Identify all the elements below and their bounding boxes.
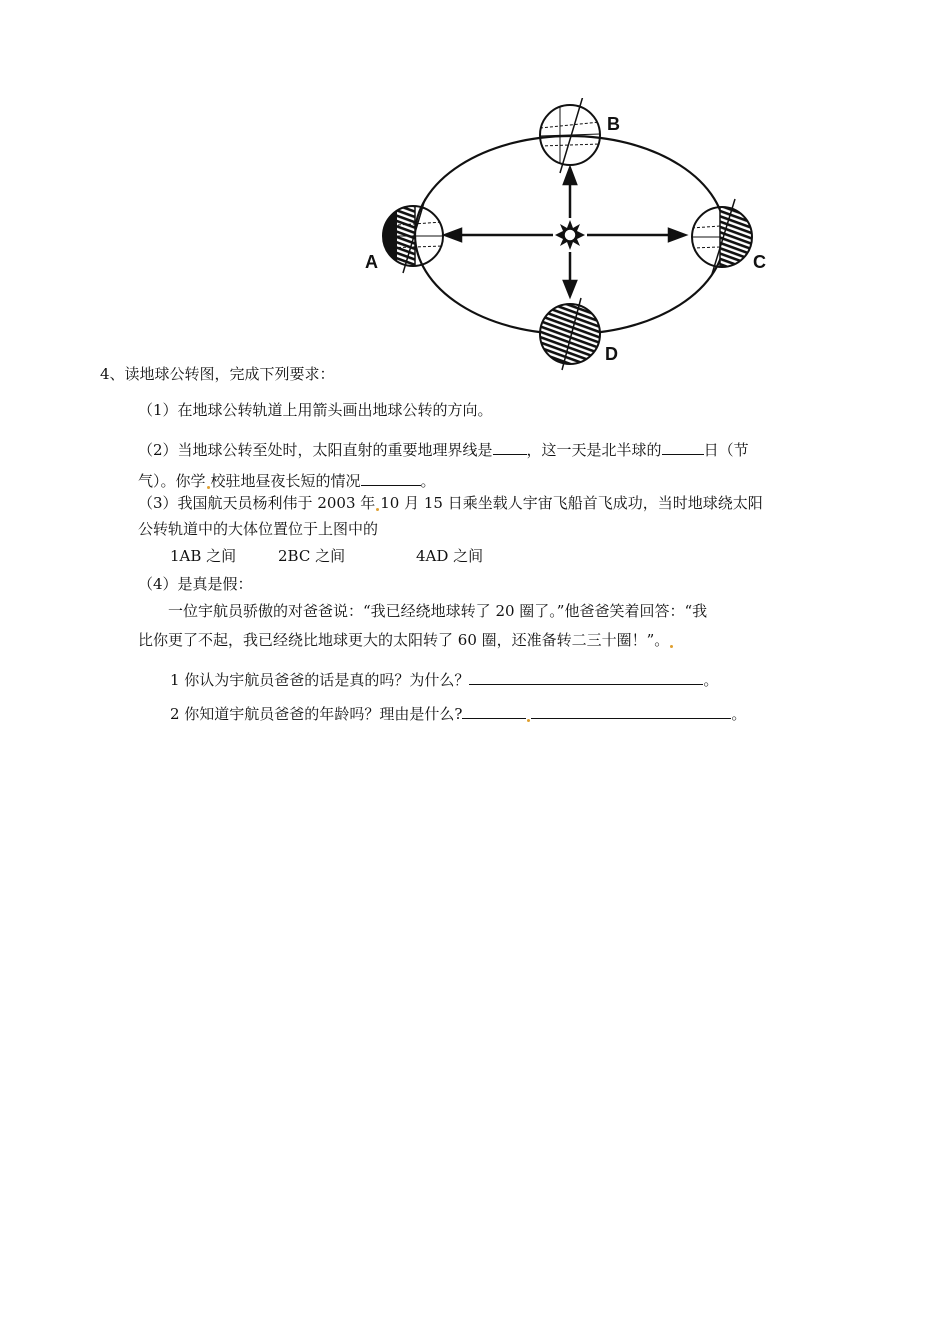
label-a: A <box>365 252 378 272</box>
question-part-4-title: （4）是真是假： <box>138 575 253 593</box>
label-d: D <box>605 344 618 364</box>
label-b: B <box>607 114 620 134</box>
q2-text-3: 日（节 <box>703 441 749 459</box>
earth-revolution-diagram <box>355 98 785 380</box>
q2-line2-text-2: 校驻地昼夜长短的情况 <box>210 472 361 490</box>
question-part-2-line2 <box>138 469 436 492</box>
question-part-1: （1）在地球公转轨道上用箭头画出地球公转的方向。 <box>138 401 493 419</box>
q2-text-1: （2）当地球公转至处时，太阳直射的重要地理界线是 <box>138 441 493 459</box>
question-part-3 <box>138 492 763 514</box>
earth-b-icon <box>540 98 600 173</box>
q3-text-2: 10 月 15 日乘坐载人宇宙飞船首飞成功，当时地球绕太阳 <box>380 494 763 512</box>
answer-blank-sub2-reason[interactable] <box>531 702 731 719</box>
answer-blank-boundary[interactable] <box>493 438 527 455</box>
question-title: 4、读地球公转图，完成下列要求： <box>100 365 335 383</box>
story-line-2 <box>138 629 674 651</box>
option-ad[interactable]: 4AD 之间 <box>416 547 484 565</box>
sub-question-1 <box>170 668 718 691</box>
sub-question-1-text: 1 你认为宇航员爸爸的话是真的吗？为什么？ <box>170 671 470 689</box>
sub-question-2-text: 2 你知道宇航员爸爸的年龄吗？理由是什么? <box>170 705 463 723</box>
question-part-2 <box>138 438 749 461</box>
option-ab[interactable]: 1AB 之间 <box>170 547 237 565</box>
q3-text-1: （3）我国航天员杨利伟于 2003 年 <box>138 494 376 512</box>
q2-line2-text-3: 。 <box>420 472 436 490</box>
sub-question-1-end: 。 <box>703 671 719 689</box>
answer-blank-solar-term[interactable] <box>662 438 704 455</box>
sub-question-2 <box>170 702 746 725</box>
answer-blank-sub1[interactable] <box>469 668 703 685</box>
sun-icon <box>555 220 585 250</box>
mark-dot <box>527 719 530 722</box>
answer-blank-sub2-age[interactable] <box>462 702 526 719</box>
option-bc[interactable]: 2BC 之间 <box>278 547 346 565</box>
answer-blank-day-length[interactable] <box>361 469 421 486</box>
question-part-3-line2: 公转轨道中的大体位置位于上图中的 <box>138 520 379 538</box>
earth-a-icon <box>383 199 443 273</box>
story-line-1: 一位宇航员骄傲的对爸爸说：“我已经绕地球转了 20 圈了。”他爸爸笑着回答：“我 <box>168 602 708 620</box>
q2-line2-text-1: 气）。你学 <box>138 472 206 490</box>
earth-d-icon <box>540 298 600 370</box>
label-c: C <box>753 252 766 272</box>
mark-dot <box>376 508 379 511</box>
q2-text-2: ，这一天是北半球的 <box>526 441 662 459</box>
mark-dot <box>670 645 673 648</box>
sub-question-2-end: 。 <box>731 705 747 723</box>
mark-dot <box>207 486 210 489</box>
earth-c-icon <box>692 199 752 274</box>
story-line-2-text: 比你更了不起，我已经绕比地球更大的太阳转了 60 圈，还准备转二三十圈！”。 <box>138 631 670 649</box>
